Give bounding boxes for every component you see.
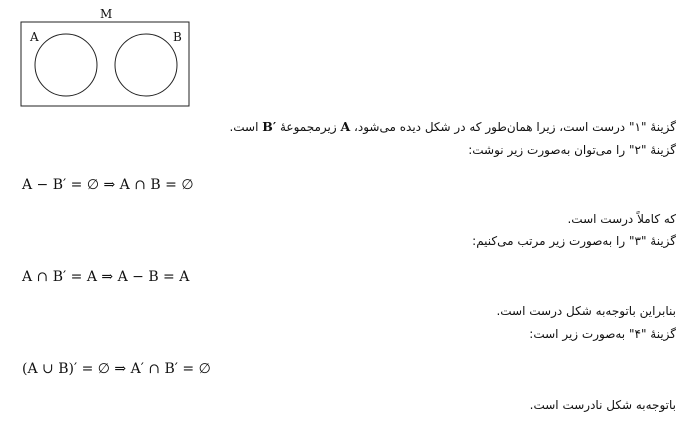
set-a-label: A	[30, 30, 39, 44]
option-1-text-end: است.	[229, 120, 259, 134]
set-b-label: B	[173, 30, 182, 44]
math-b-complement: B′	[262, 119, 277, 134]
math-a: A	[340, 119, 351, 134]
venn-diagram	[20, 6, 196, 110]
option-1-text-start: گزینهٔ "۱" درست است، زیرا همان‌طور که در شکل دیده می‌شود،	[354, 120, 676, 134]
set-a-circle	[35, 34, 97, 96]
universe-label: M	[100, 7, 113, 21]
option-1-text-middle: زیرمجموعهٔ	[279, 120, 337, 134]
venn-diagram-drawing	[20, 6, 196, 110]
universe-rectangle	[21, 22, 189, 106]
equation-option-2: A − B′ = ∅ ⇒ A ∩ B = ∅	[22, 177, 194, 193]
option-4-intro: گزینهٔ "۴" به‌صورت زیر است:	[529, 327, 676, 341]
option-2-conclusion: که کاملاً درست است.	[567, 212, 676, 226]
option-3-conclusion: بنابراین باتوجه‌به شکل درست است.	[496, 304, 676, 318]
equation-option-3: A ∩ B′ = A ⇒ A − B = A	[22, 269, 190, 285]
option-3-intro: گزینهٔ "۳" را به‌صورت زیر مرتب می‌کنیم:	[472, 234, 676, 248]
option-1-explanation	[229, 119, 676, 135]
set-b-circle	[115, 34, 177, 96]
option-4-conclusion: باتوجه‌به شکل نادرست است.	[529, 398, 676, 412]
option-2-intro: گزینهٔ "۲" را می‌توان به‌صورت زیر نوشت:	[468, 143, 676, 157]
equation-option-4: (A ∪ B)′ = ∅ ⇒ A′ ∩ B′ = ∅	[22, 361, 211, 377]
